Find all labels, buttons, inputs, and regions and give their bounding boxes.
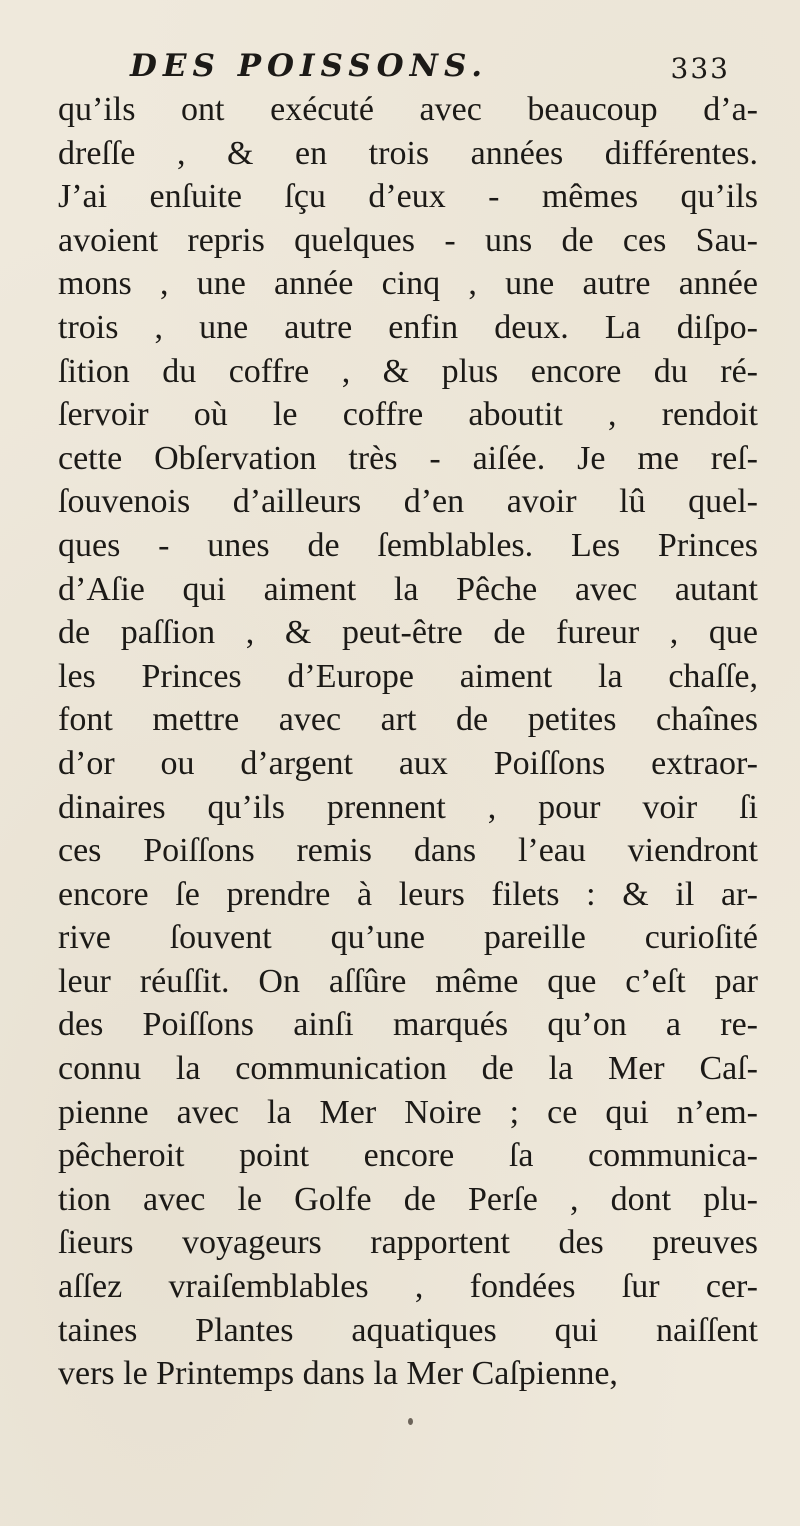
text-line: font mettre avec art de petites chaînes [58,701,758,739]
text-line: d’or ou d’argent aux Poiſſons extraor- [58,744,758,782]
text-line: cette Obſervation très - aiſée. Je me reſ- [58,439,758,477]
text-line: J’ai enſuite ſçu d’eux - mêmes qu’ils [58,178,758,216]
text-line: les Princes d’Europe aiment la chaſſe, [58,657,758,695]
text-line: qu’ils ont exécuté avec beaucoup d’a- [58,91,758,128]
text-line: de paſſion , & peut-être de fureur , que [58,614,758,652]
text-line: leur réuſſit. On aſſûre même que c’eſt par [58,962,758,1000]
running-head-title: DES POISSONS. [130,48,489,84]
text-line: trois , une autre enfin deux. La diſpo- [58,308,758,346]
text-line: aſſez vraiſemblables , fondées ſur cer- [58,1268,758,1306]
running-head [60,44,750,88]
text-line: avoient repris quelques - uns de ces Sau- [58,221,758,259]
text-line: ſervoir où le coffre aboutit , rendoit [58,396,758,434]
text-line: vers le Printemps dans la Mer Caſpienne, [58,1355,618,1393]
text-line: ces Poiſſons remis dans l’eau viendront [58,832,758,870]
text-line: dreſſe , & en trois années différentes. [58,134,758,172]
text-line: dinaires qu’ils prennent , pour voir ſi [58,788,758,826]
text-line: connu la communication de la Mer Caſ- [58,1050,758,1088]
text-line: pêcheroit point encore ſa communica- [58,1137,758,1175]
text-line: mons , une année cinq , une autre année [58,265,758,303]
text-line: ſouvenois d’ailleurs d’en avoir lû quel- [58,483,758,521]
text-line: ques - unes de ſemblables. Les Princes [58,526,758,564]
text-line: taines Plantes aquatiques qui naiſſent [58,1311,758,1349]
text-line: d’Aſie qui aiment la Pêche avec autant [58,570,758,608]
text-line: tion avec le Golfe de Perſe , dont plu- [58,1180,758,1218]
text-line: pienne avec la Mer Noire ; ce qui n’em- [58,1093,758,1131]
text-line: rive ſouvent qu’une pareille curioſité [58,919,758,957]
text-line: des Poiſſons ainſi marqués qu’on a re- [58,1006,758,1044]
ink-speck [408,1418,413,1425]
text-line: ſition du coffre , & plus encore du ré- [58,352,758,390]
page-number: 333 [670,52,730,85]
body-text [58,88,758,1396]
text-line: ſieurs voyageurs rapportent des preuves [58,1224,758,1262]
text-line: encore ſe prendre à leurs filets : & il ar- [58,875,758,913]
